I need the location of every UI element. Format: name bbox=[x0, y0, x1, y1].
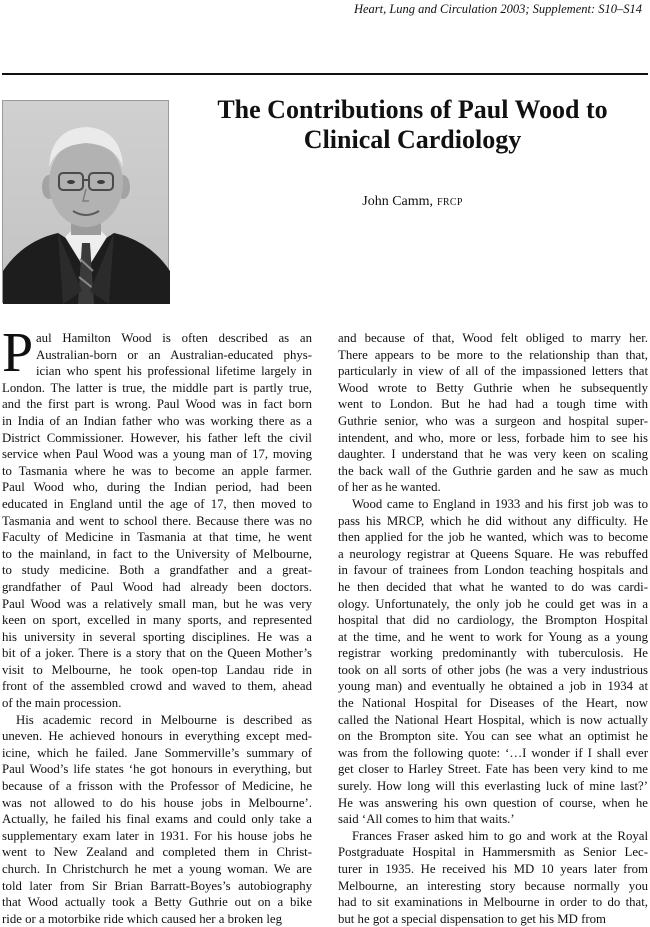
text-line: was from the following quote: ‘…I wonder if I shall ever bbox=[338, 745, 648, 760]
text-line: to the mainland, in fact to the University of Melbourne, bbox=[2, 546, 312, 561]
text-line: Paul Wood’s life states ‘he got honours in everything, but bbox=[2, 762, 312, 777]
text-line: church. In Christchurch he met a young woman. We are bbox=[2, 862, 312, 876]
text-line: His academic record in Melbourne is described as bbox=[16, 712, 312, 727]
text-line: at the time, and he went to work for Young as a young bbox=[338, 629, 648, 644]
text-line: but he got a special dispensation to get his MD from bbox=[338, 911, 606, 926]
text-line: turer in 1935. He received his MD 10 years later from bbox=[338, 862, 648, 876]
author-credential: FRCP bbox=[437, 197, 463, 208]
header-rule bbox=[2, 73, 648, 75]
article-title bbox=[180, 95, 645, 155]
author-byline bbox=[180, 194, 645, 210]
running-head: Heart, Lung and Circulation 2003; Supplement: S10–S14 bbox=[353, 2, 642, 16]
text-line: Frances Fraser asked him to go and work at the Royal bbox=[352, 828, 648, 843]
left-column bbox=[2, 322, 312, 927]
text-line: educated in England until the age of 17, then moved to bbox=[2, 496, 312, 511]
text-line: called the National Heart Hospital, which is now actually bbox=[338, 712, 648, 727]
text-line: Actually, he failed his final exams and could only take a bbox=[2, 812, 312, 827]
text-line: took on all sorts of other jobs (he was a very industrious bbox=[338, 662, 648, 677]
text-line: to study medicine. Both a grandfather and a great- bbox=[2, 563, 312, 578]
text-line: Tasmania and went to school there. Because there was no bbox=[2, 513, 312, 528]
text-line: of the main procession. bbox=[2, 696, 122, 711]
text-line: to Tasmania where he was to become an apple farmer. bbox=[2, 463, 312, 478]
text-line: Wood came to England in 1933 and his first job was to bbox=[352, 496, 648, 511]
author-portrait bbox=[2, 100, 169, 303]
text-line: uneven. He achieved honours in everything except med- bbox=[2, 729, 312, 744]
text-line: was not allowed to do his house jobs in Melbourne’. bbox=[2, 795, 312, 810]
text-line: his university in several sporting disciplines. He was a bbox=[2, 629, 312, 644]
text-line: said ‘All comes to him that waits.’ bbox=[338, 812, 515, 827]
text-line: went to New Zealand and completed them in Christ- bbox=[2, 845, 312, 860]
text-line: that Wood actually took a Betty Guthrie out on a bike bbox=[2, 895, 312, 910]
text-line: surely. How long will this everlasting luck of mine last?’ bbox=[338, 779, 648, 794]
article-title-line2: Clinical Cardiology bbox=[303, 125, 522, 154]
text-line: he then decided that what he wanted to do was cardi- bbox=[338, 579, 648, 594]
text-line: grandfather of Paul Wood had already been doctors. bbox=[2, 579, 312, 594]
text-line: registrar working predominantly with tuberculosis. He bbox=[338, 646, 648, 661]
text-line: told later from Sir Brian Barratt-Boyes’s autobiography bbox=[2, 878, 312, 893]
text-line: service when Paul Wood was a young man of 17, moving bbox=[2, 447, 312, 462]
text-line: There appears to be more to the relationship than that, bbox=[338, 347, 648, 362]
text-line: Melbourne, an interesting story because normally you bbox=[338, 878, 648, 893]
text-line: intendent, and who, more or less, forbade him to see his bbox=[338, 430, 648, 445]
text-line: Paul Wood who, during the Indian period, had been bbox=[2, 480, 312, 495]
text-line: a neurology registrar at Queens Square. He was rebuffed bbox=[338, 546, 648, 561]
text-line: icine, which he failed. Jane Sommerville’s summary of bbox=[2, 745, 312, 760]
text-line: ride or a motorbike ride which caused her a broken leg bbox=[2, 911, 283, 926]
text-line: supplementary exam later in 1931. For his house jobs he bbox=[2, 828, 312, 843]
text-line: District Commissioner. However, his father left the civil bbox=[2, 430, 312, 445]
text-line: Australian-born or an Australian-educated phys- bbox=[36, 347, 312, 362]
text-line: young man) and eventually he obtained a job in 1934 at bbox=[338, 679, 648, 694]
text-line: the National Hospital for Diseases of the Heart, now bbox=[338, 696, 648, 711]
text-line: Faculty of Medicine in Tasmania at that time, he went bbox=[2, 530, 312, 545]
text-line: Wood wrote to Betty Guthrie when he subsequently bbox=[338, 380, 648, 395]
text-line: Postgraduate Hospital in Hammersmith as Senior Lec- bbox=[338, 845, 648, 860]
text-line: had to sit examinations in Melbourne in order to do that, bbox=[338, 895, 648, 910]
text-line: hospital that did no cardiology, the Brompton Hospital bbox=[338, 613, 648, 628]
text-line: He was answering his own question of course, when he bbox=[338, 795, 648, 810]
text-line: front of the assembled crowd and waved to them, ahead bbox=[2, 679, 312, 694]
text-line: particularly in view of all of the impassioned letters that bbox=[338, 364, 648, 379]
text-line: and the first part is wrong. Paul Wood was in fact born bbox=[2, 397, 312, 412]
text-line: Paul Wood was a relatively small man, but he was very bbox=[2, 596, 312, 611]
text-line: and because of that, Wood felt obliged to marry her. bbox=[338, 331, 648, 345]
text-line: ician who spent his professional lifetime largely in bbox=[36, 364, 312, 379]
text-line: pass his MRCP, which he did without any difficulty. He bbox=[338, 513, 648, 528]
author-name: John Camm, bbox=[362, 194, 434, 209]
text-line: bit of a joker. There is a story that on the Queen Mother’s bbox=[2, 646, 312, 661]
text-line: visit to Melbourne, he took open-top Landau ride in bbox=[2, 662, 312, 677]
text-line: of her as he wanted. bbox=[338, 480, 441, 495]
text-line: the back wall of the Guthrie garden and he saw as much bbox=[338, 463, 648, 478]
text-line: London. The latter is true, the middle part is partly true, bbox=[2, 380, 312, 395]
text-line: then applied for the job he wanted, which was to become bbox=[338, 530, 648, 545]
text-line: on the Brompton site. You can see what an optimist he bbox=[338, 729, 648, 744]
article-title-line1: The Contributions of Paul Wood to bbox=[217, 95, 608, 124]
text-line: keen on sport, excelled in many sports, and represented bbox=[2, 613, 312, 628]
text-line: ology. Unfortunately, the only job he could get was in a bbox=[338, 596, 648, 611]
text-line: get closer to Harley Street. Fate has been very kind to me bbox=[338, 762, 648, 777]
text-line: aul Hamilton Wood is often described as an bbox=[36, 331, 312, 345]
text-line: Guthrie senior, who was a surgeon and hospital super- bbox=[338, 413, 648, 428]
text-line: because of a frisson with the Professor of Medicine, he bbox=[2, 779, 312, 794]
text-line: went to London. But he had had a tough time with bbox=[338, 397, 648, 412]
article-body bbox=[2, 322, 648, 926]
right-column bbox=[338, 330, 648, 927]
drop-cap: P bbox=[2, 322, 34, 384]
text-line: in India of an Indian father who was working there as a bbox=[2, 413, 312, 428]
text-line: daughter. I understand that he was very keen on scaling bbox=[338, 447, 648, 462]
text-line: in favour of trainees from London teaching hospitals and bbox=[338, 563, 648, 578]
